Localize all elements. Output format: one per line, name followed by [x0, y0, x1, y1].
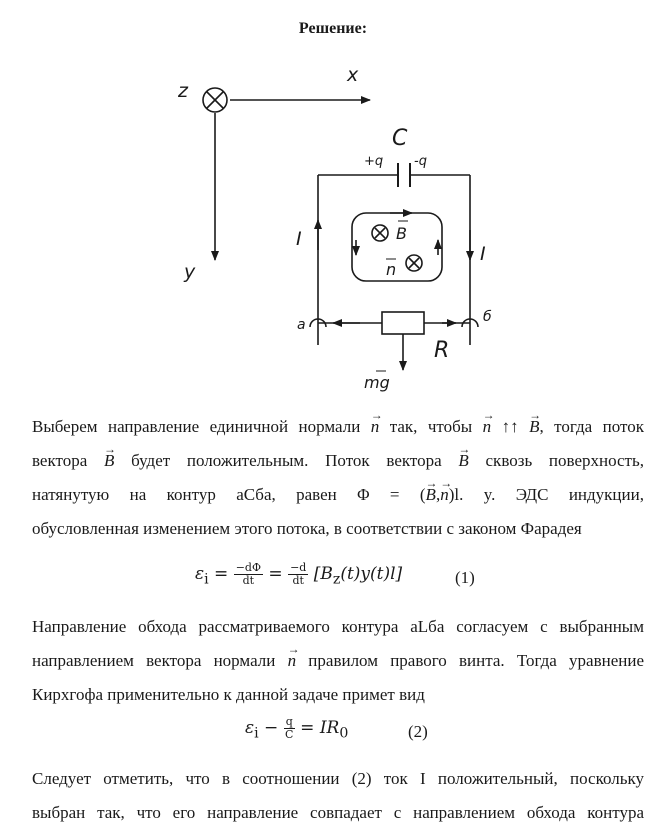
solution-heading: Решение:: [298, 20, 368, 37]
label-plus-q: +q: [364, 154, 384, 169]
paragraph-1: [32, 410, 644, 546]
label-normal-n: n: [386, 260, 397, 279]
label-current-left: I: [296, 228, 302, 250]
label-capacitor: C: [392, 126, 408, 151]
para1-line2: вектора → B будет положительным. Поток вектора → B сквозь поверхность,: [32, 444, 644, 478]
equation-2-number: (2): [408, 722, 428, 741]
label-field-b: B: [396, 224, 407, 243]
resistor-box: [382, 312, 424, 334]
label-node-a: a: [297, 317, 306, 333]
label-minus-q: -q: [414, 154, 427, 169]
para1-line1: Выберем направление единичной нормали → n так, чтобы → n ↑↑ → B, тогда поток: [32, 410, 644, 444]
label-node-b: б: [483, 309, 492, 325]
label-y: y: [184, 261, 196, 283]
para3-line1: Следует отметить, что в соотношении (2) ток I положительный, поскольку: [32, 769, 644, 788]
para2-line3: Кирхгофа применительно к данной задаче примет вид: [32, 685, 425, 704]
para1-line3: натянутую на контур аСба, равен Φ = (→ B,→ n)l. y. ЭДС индукции,: [32, 478, 644, 512]
paragraph-2: [32, 610, 644, 712]
label-z: z: [178, 80, 188, 102]
para2-line2: направлением вектора нормали → n правилом правого винта. Тогда уравнение: [32, 644, 644, 678]
equation-1: $\varepsilon_i$ = $\frac{-d\Phi}{dt}$ = $\frac{-d}{dt}$ $[B_z(t)y(t)l]$: [195, 561, 403, 588]
paragraph-3: [32, 762, 644, 830]
para3-line2: выбран так, что его направление совпадает с направлением обхода контура: [32, 803, 644, 822]
label-gravity: mg: [364, 373, 390, 392]
label-resistor: R: [434, 338, 450, 363]
label-x: x: [347, 64, 359, 86]
equation-2: $\varepsilon_i$ − $\frac{q}{C}$ = $IR_0$: [245, 715, 349, 742]
equation-1-number: (1): [455, 568, 475, 587]
label-current-right: I: [480, 243, 486, 265]
para2-line1: Направление обхода рассматриваемого контура аLба согласуем с выбранным: [32, 617, 644, 636]
circuit-figure: [150, 55, 510, 400]
para1-line4: обусловленная изменением этого потока, в соответствии с законом Фарадея: [32, 519, 582, 538]
